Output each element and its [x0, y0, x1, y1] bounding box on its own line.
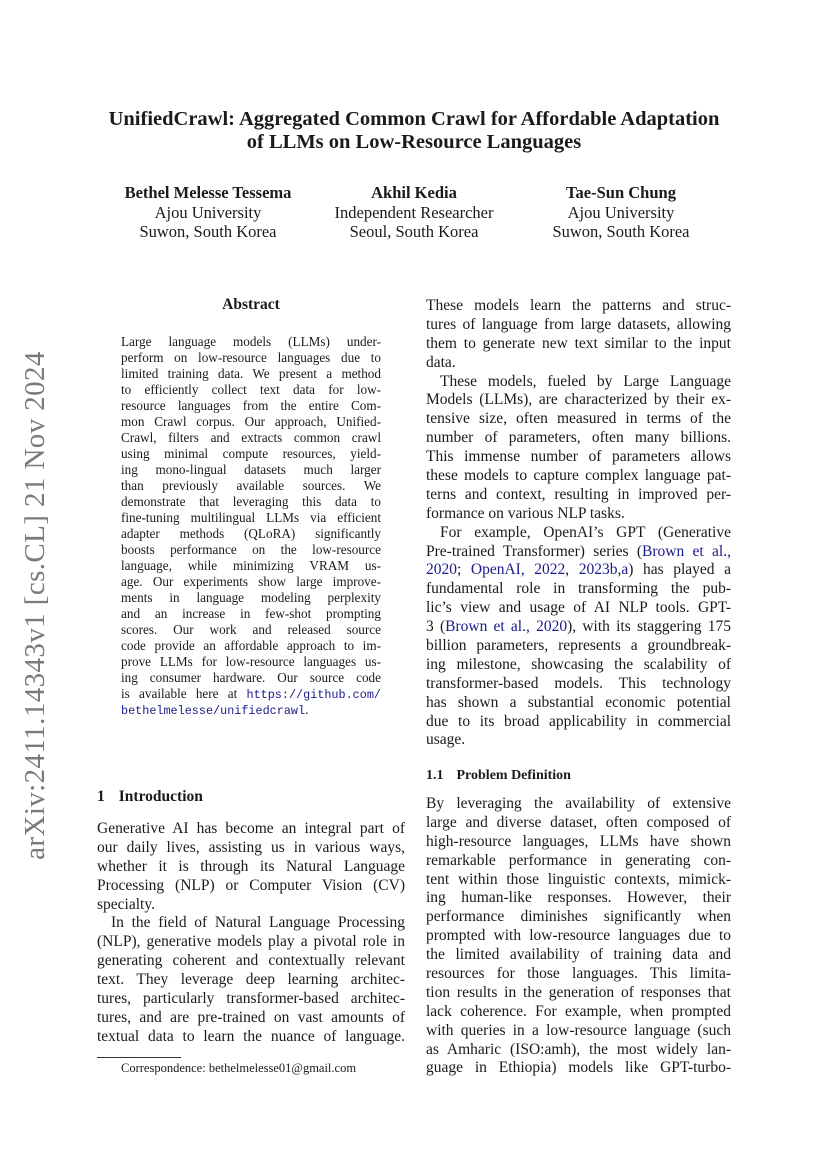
text-line: these models to capture complex language pat-	[426, 467, 731, 485]
source-code-link-continued[interactable]: bethelmelesse/unifiedcrawl	[121, 704, 306, 718]
text-line: fundamental role in transforming the pub-	[426, 580, 731, 598]
abstract-line: to efficiently collect text data for low-	[121, 382, 381, 397]
author-affiliation: Independent Researcher	[334, 202, 494, 222]
text-line: as Amharic (ISO:amh), the most widely lan-	[426, 1040, 731, 1058]
abstract-line: scores. Our work and released source	[121, 622, 381, 637]
right-column-body	[426, 297, 731, 750]
text-line: formance on various NLP tasks.	[426, 504, 625, 522]
text-line: Generative AI has become an integral part of	[97, 820, 405, 837]
abstract-line: boosts performance on the low-resource	[121, 542, 381, 557]
text-line: billion parameters, represents a groundbreak-	[426, 637, 731, 655]
text-line: Models (LLMs), are characterized by their ex-	[426, 391, 731, 409]
author-location: Suwon, South Korea	[139, 222, 277, 241]
text-line	[426, 543, 731, 562]
author-block-1	[108, 183, 308, 242]
text-line: For example, OpenAI’s GPT (Generative	[440, 523, 731, 541]
abstract-body	[121, 334, 381, 718]
author-location: Suwon, South Korea	[552, 222, 690, 241]
text-line: performance diminishes significantly when	[426, 908, 731, 926]
abstract-line	[121, 702, 381, 718]
arxiv-identifier-stamp	[10, 350, 60, 860]
abstract-line: ing mono-lingual datasets much larger	[121, 462, 381, 477]
arxiv-identifier-text: arXiv:2411.14343v1 [cs.CL] 21 Nov 2024	[18, 350, 51, 860]
text-line: tent within those linguistic contexts, mimick-	[426, 870, 731, 888]
text-line: high-resource languages, LLMs have shown	[426, 832, 731, 850]
abstract-link-prefix: is available here at	[121, 686, 247, 701]
abstract-line: and an increase in few-shot prompting	[121, 606, 381, 621]
text-line: them to generate new text similar to the input	[426, 334, 731, 352]
text-line	[426, 561, 731, 580]
abstract-heading: Abstract	[222, 296, 280, 313]
section-title: Introduction	[118, 788, 203, 805]
text-span: ), with its staggering 175	[567, 618, 731, 636]
text-line: tures, and are pre-trained on vast amounts of	[97, 1008, 405, 1026]
author-affiliation: Ajou University	[567, 202, 675, 222]
section-number: 1	[97, 788, 105, 805]
text-line: These models, fueled by Large Language	[440, 372, 731, 390]
subsection-title: Problem Definition	[456, 768, 571, 783]
text-span: ,	[565, 561, 579, 579]
title-line-1: UnifiedCrawl: Aggregated Common Crawl for Affordable Adaptation	[108, 108, 720, 130]
source-code-link[interactable]: https://github.com/	[246, 688, 381, 702]
abstract-line: demonstrate that leveraging this data to	[121, 494, 381, 509]
text-line: tensive size, often measured in terms of the	[426, 410, 731, 428]
author-affiliation: Ajou University	[154, 202, 262, 222]
text-line: text. They leverage deep learning architec-	[97, 971, 405, 989]
text-line: number of parameters, often many billions.	[426, 429, 731, 447]
text-line: ing human-like responses. However, their	[426, 889, 731, 907]
citation-link[interactable]: Brown et al., 2020	[445, 618, 568, 636]
abstract-line: Crawl, filters and extracts common crawl	[121, 430, 381, 445]
text-line: terns and context, resulting in improved per-	[426, 485, 731, 503]
abstract-line: ing consumer hardware. Our source code	[121, 670, 381, 685]
text-line: transformer-based models. This technology	[426, 674, 731, 692]
text-line: the limited availability of training data and	[426, 946, 731, 964]
text-span: 3 (	[426, 618, 446, 636]
text-line: tion results in the generation of responses that	[426, 983, 731, 1001]
text-line: data.	[426, 353, 456, 371]
subsection-heading-problem-definition	[426, 768, 571, 784]
abstract-line: perform on low-resource languages due to	[121, 350, 381, 365]
author-name: Akhil Kedia	[371, 183, 457, 202]
text-span: Pre-trained Transformer) series (	[426, 542, 643, 560]
text-line: textual data to learn the nuance of language.	[97, 1027, 405, 1045]
citation-link[interactable]: 2020	[426, 561, 457, 579]
text-line: This immense number of parameters allows	[426, 448, 731, 466]
abstract-line: language, while minimizing VRAM us-	[121, 558, 381, 573]
text-line: due to its broad applicability in commercial	[426, 712, 731, 730]
text-line: Processing (NLP) or Computer Vision (CV)	[97, 876, 405, 894]
abstract-line: fine-tuning multilingual LLMs via efficient	[121, 510, 381, 525]
subsection-number: 1.1	[426, 768, 444, 783]
abstract-line: adapter methods (QLoRA) significantly	[121, 526, 381, 541]
text-line: has shown a substantial economic potential	[426, 693, 731, 711]
abstract-line: mon Crawl corpus. Our approach, Unified-	[121, 414, 381, 429]
citation-link[interactable]: Brown et al.,	[642, 542, 731, 560]
author-block-2	[314, 183, 514, 242]
text-line: whether it is through its Natural Language	[97, 857, 405, 875]
title-line-2: of LLMs on Low-Resource Languages	[246, 131, 582, 153]
author-name: Tae-Sun Chung	[566, 183, 676, 202]
text-line: our daily lives, assisting us in various ways,	[97, 838, 405, 856]
text-line: resources for those languages. This limita-	[426, 965, 731, 983]
paper-title	[60, 108, 768, 154]
section-heading-introduction	[97, 788, 203, 806]
author-block-3	[520, 183, 722, 242]
text-span: ,	[617, 561, 622, 579]
text-line: In the field of Natural Language Processing	[111, 914, 405, 932]
text-line: guage in Ethiopia) models like GPT-turbo-	[426, 1059, 731, 1077]
text-line: lack coherence. For example, when prompted	[426, 1002, 731, 1020]
text-span: ) has played a	[628, 561, 731, 579]
text-line: remarkable performance in generating con-	[426, 851, 731, 869]
author-name: Bethel Melesse Tessema	[124, 183, 292, 202]
intro-body	[97, 820, 405, 1047]
footnote-correspondence: Correspondence: bethelmelesse01@gmail.com	[121, 1061, 357, 1075]
text-line: tures, particularly transformer-based architec-	[97, 990, 405, 1008]
text-line: tures of language from large datasets, allowing	[426, 315, 731, 333]
text-span: ;	[457, 561, 471, 579]
text-line: specialty.	[97, 895, 155, 913]
footnote-rule	[97, 1057, 181, 1058]
text-line: (NLP), generative models play a pivotal role in	[97, 933, 405, 951]
author-location: Seoul, South Korea	[349, 222, 479, 241]
citation-link[interactable]: OpenAI, 2022	[470, 561, 566, 579]
text-line: usage.	[426, 731, 466, 749]
abstract-link-suffix: .	[305, 702, 309, 717]
text-line	[426, 618, 731, 637]
text-line: with queries in a low-resource language (such	[426, 1021, 731, 1039]
abstract-line: age. Our experiments show large improve-	[121, 574, 381, 589]
citation-link[interactable]: 2023b	[578, 561, 618, 579]
text-line: large and diverse dataset, often composed of	[426, 813, 731, 831]
abstract-line: resource languages from the entire Com-	[121, 398, 381, 413]
text-line: prompted with low-resource languages due to	[426, 927, 731, 945]
problem-definition-body	[426, 795, 731, 1078]
text-line: ing milestone, showcasing the scalability of	[426, 655, 731, 673]
abstract-line: than previously available sources. We	[121, 478, 381, 493]
text-line: generating coherent and contextually relevant	[97, 952, 405, 970]
abstract-line: Large language models (LLMs) under-	[121, 334, 381, 349]
abstract-line: using minimal compute resources, yield-	[121, 446, 381, 461]
abstract-line	[121, 686, 381, 702]
text-line: lic’s view and usage of AI NLP tools. GPT-	[426, 599, 731, 617]
abstract-line: limited training data. We present a method	[121, 366, 381, 381]
citation-link[interactable]: a	[621, 561, 629, 579]
text-line: By leveraging the availability of extensive	[426, 795, 731, 812]
abstract-line: ments in language modeling perplexity	[121, 590, 381, 605]
text-line: These models learn the patterns and struc-	[426, 297, 731, 314]
abstract-line: prove LLMs for low-resource languages us-	[121, 654, 381, 669]
abstract-line: code provide an affordable approach to im-	[121, 638, 381, 653]
